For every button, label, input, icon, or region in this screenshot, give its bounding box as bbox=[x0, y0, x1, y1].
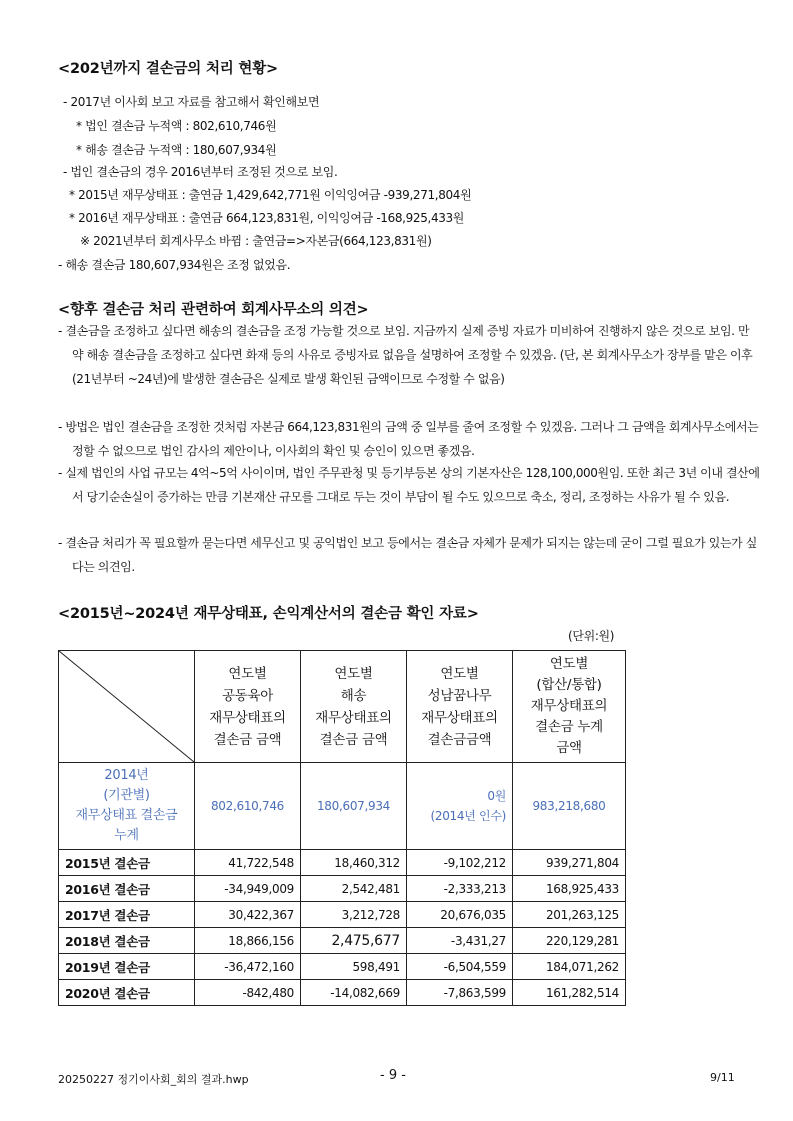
footer-page-number: - 9 - bbox=[380, 1068, 406, 1083]
cell-value: -34,949,009 bbox=[195, 876, 301, 902]
row-label: 2015년 결손금 bbox=[59, 850, 195, 876]
header-cell-seongnam: 연도별 성남꿈나무 재무상태표의 결손금금액 bbox=[407, 651, 513, 763]
summary-value-seongnam: 0원 (2014년 인수) bbox=[407, 763, 513, 850]
cell-value: 30,422,367 bbox=[195, 902, 301, 928]
summary-value: 983,218,680 bbox=[513, 763, 626, 850]
row-label: 2019년 결손금 bbox=[59, 954, 195, 980]
cell-value: 3,212,728 bbox=[301, 902, 407, 928]
cell-value: 2,542,481 bbox=[301, 876, 407, 902]
table-row bbox=[59, 850, 626, 876]
header-cell-total: 연도별 (합산/통합) 재무상태표의 결손금 누계 금액 bbox=[513, 651, 626, 763]
section1-line: - 2017년 이사회 보고 자료를 참고해서 확인해보면 bbox=[63, 95, 320, 109]
diagonal-line bbox=[59, 651, 194, 762]
section1-line: - 해송 결손금 180,607,934원은 조정 없었음. bbox=[58, 258, 291, 272]
cell-value: -6,504,559 bbox=[407, 954, 513, 980]
cell-value: 220,129,281 bbox=[513, 928, 626, 954]
table-row bbox=[59, 954, 626, 980]
cell-value: 18,866,156 bbox=[195, 928, 301, 954]
cell-value: -7,863,599 bbox=[407, 980, 513, 1006]
deficit-table bbox=[58, 650, 626, 1006]
table-row bbox=[59, 902, 626, 928]
section1-line: ※ 2021년부터 회계사무소 바뀜 : 출연금=>자본금(664,123,831원) bbox=[80, 234, 432, 248]
summary-value: 802,610,746 bbox=[195, 763, 301, 850]
cell-value: -9,102,212 bbox=[407, 850, 513, 876]
header-cell-haesong: 연도별 해송 재무상태표의 결손금 금액 bbox=[301, 651, 407, 763]
cell-value: -842,480 bbox=[195, 980, 301, 1006]
cell-value: -3,431,27 bbox=[407, 928, 513, 954]
header-cell-gongdong: 연도별 공동육아 재무상태표의 결손금 금액 bbox=[195, 651, 301, 763]
cell-value: 2,475,677 bbox=[301, 928, 407, 954]
cell-value: -36,472,160 bbox=[195, 954, 301, 980]
table-row bbox=[59, 928, 626, 954]
section1-line: * 2015년 재무상태표 : 출연금 1,429,642,771원 이익잉여금 -939,271,804원 bbox=[69, 188, 472, 202]
section1-line: * 2016년 재무상태표 : 출연금 664,123,831원, 이익잉여금 -168,925,433원 bbox=[69, 211, 465, 225]
row-label: 2018년 결손금 bbox=[59, 928, 195, 954]
row-label: 2017년 결손금 bbox=[59, 902, 195, 928]
footer-filename: 20250227 정기이사회_회의 결과.hwp bbox=[58, 1073, 249, 1086]
cell-value: -14,082,669 bbox=[301, 980, 407, 1006]
cell-value: 939,271,804 bbox=[513, 850, 626, 876]
unit-label: (단위:원) bbox=[568, 629, 615, 643]
section1-title: <202년까지 결손금의 처리 현황> bbox=[58, 61, 278, 77]
footer-page-count: 9/11 bbox=[710, 1071, 735, 1084]
section1-line: * 해송 결손금 누적액 : 180,607,934원 bbox=[76, 143, 277, 157]
cell-value: 20,676,035 bbox=[407, 902, 513, 928]
opinion-paragraph: - 결손금을 조정하고 싶다면 해송의 결손금을 조정 가능할 것으로 보임. 지금까지 실제 증빙 자료가 미비하여 진행하지 않은 것으로 보임. 만약 해송 결손금을 조정하고 싶다면 화재 등의 사유로 증빙자료 없음을 설명하여 조정할 수 있겠음. (단, 본 회계사무소가 장부를 맡은 이후(21년부터 ~24년)에 발생한 결손금은 실제로 발생 확인된 금액이므로 수정할 수 없음) bbox=[58, 324, 753, 386]
table-header-row bbox=[59, 651, 626, 763]
acquisition-note: (2014년 인수) bbox=[430, 809, 506, 823]
cell-value: 161,282,514 bbox=[513, 980, 626, 1006]
row-label: 2020년 결손금 bbox=[59, 980, 195, 1006]
cell-value: 201,263,125 bbox=[513, 902, 626, 928]
cell-value: 598,491 bbox=[301, 954, 407, 980]
opinion-paragraph: - 실제 법인의 사업 규모는 4억~5억 사이이며, 법인 주무관청 및 등기부등본 상의 기본자산은 128,100,000원임. 또한 최근 3년 이내 결산에서 당기순손실이 증가하는 만큼 기본재산 규모를 그대로 두는 것이 부담이 될 수도 있으므로 축소, 정리, 조정하는 사유가 될 수 있음. bbox=[58, 466, 760, 504]
opinion-paragraph: - 결손금 처리가 꼭 필요할까 묻는다면 세무신고 및 공익법인 보고 등에서는 결손금 자체가 문제가 되지는 않는데 굳이 그럴 필요가 있는가 싶다는 의견임. bbox=[58, 536, 757, 574]
summary-row-2014 bbox=[59, 763, 626, 850]
summary-row-label: 2014년 (기관별) 재무상태표 결손금 누계 bbox=[59, 763, 195, 850]
section2-title: <향후 결손금 처리 관련하여 회계사무소의 의견> bbox=[58, 302, 369, 318]
section1-line: - 법인 결손금의 경우 2016년부터 조정된 것으로 보임. bbox=[63, 165, 338, 179]
cell-value: 18,460,312 bbox=[301, 850, 407, 876]
section1-line: * 법인 결손금 누적액 : 802,610,746원 bbox=[76, 119, 277, 133]
cell-value: 184,071,262 bbox=[513, 954, 626, 980]
table-row bbox=[59, 980, 626, 1006]
summary-value: 180,607,934 bbox=[301, 763, 407, 850]
cell-value: -2,333,213 bbox=[407, 876, 513, 902]
section3-title: <2015년~2024년 재무상태표, 손익계산서의 결손금 확인 자료> bbox=[58, 606, 479, 622]
diagonal-corner-cell bbox=[59, 651, 195, 763]
opinion-paragraph: - 방법은 법인 결손금을 조정한 것처럼 자본금 664,123,831원의 금액 중 일부를 줄여 조정할 수 있겠음. 그러나 그 금액을 회계사무소에서는 정할 수 없으므로 법인 감사의 제안이나, 이사회의 확인 및 승인이 있으면 좋겠음. bbox=[58, 420, 759, 458]
table-row bbox=[59, 876, 626, 902]
cell-value: 41,722,548 bbox=[195, 850, 301, 876]
cell-value: 168,925,433 bbox=[513, 876, 626, 902]
row-label: 2016년 결손금 bbox=[59, 876, 195, 902]
